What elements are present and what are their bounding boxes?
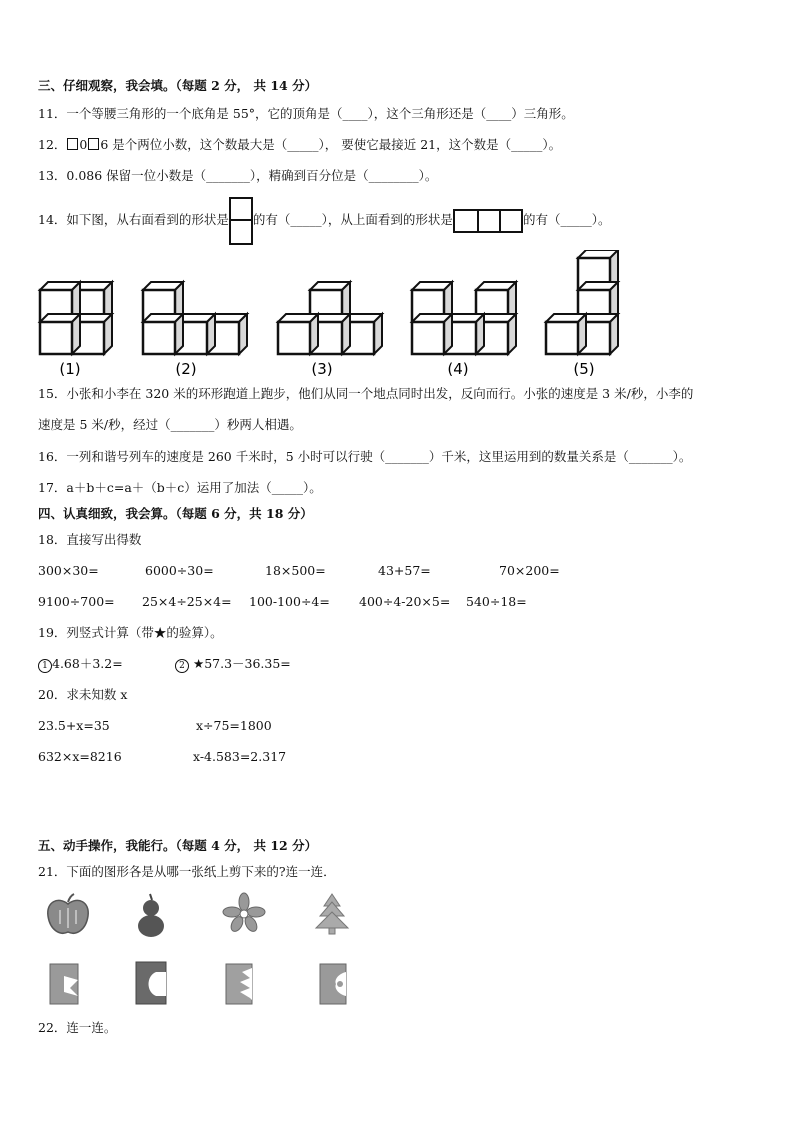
figure-label-2: (2) xyxy=(175,360,197,378)
q14-text-c: 的有（_____）。 xyxy=(522,212,611,227)
cutout-shapes xyxy=(30,888,430,1018)
figure-label-4: (4) xyxy=(447,360,469,378)
calc-5: 70×200= xyxy=(499,563,560,578)
question-22: 22．连一连。 xyxy=(38,1020,117,1035)
question-12 xyxy=(38,137,561,153)
section3-header: 三、仔细观察，我会填。（每题 2 分， 共 14 分） xyxy=(38,78,318,93)
question-18: 18．直接写出得数 xyxy=(38,532,142,547)
apple-shape-icon xyxy=(48,894,88,933)
vertical-two-squares-icon xyxy=(229,197,253,245)
equation-1: 23.5+x=35 xyxy=(38,718,110,733)
cube-front-face xyxy=(278,322,310,354)
calc-8: 100-100÷4= xyxy=(249,594,330,609)
cube-front-face xyxy=(143,322,175,354)
q19-expr-2 xyxy=(175,656,291,673)
question-17: 17．a＋b＋c=a＋（b＋c）运用了加法（_____）。 xyxy=(38,480,322,495)
calc-3: 18×500= xyxy=(265,563,326,578)
question-14 xyxy=(38,196,610,245)
calc-2: 6000÷30= xyxy=(145,563,214,578)
question-21: 21．下面的图形各是从哪一张纸上剪下来的?连一连． xyxy=(38,864,336,879)
calc-1: 300×30= xyxy=(38,563,99,578)
question-13: 13．0.086 保留一位小数是（_______），精确到百分位是（________）。 xyxy=(38,168,438,183)
cut-paper-2-icon xyxy=(136,962,166,1004)
cut-paper-1-icon xyxy=(50,964,78,1004)
three-squares-row-icon xyxy=(453,209,523,233)
section4-header: 四、认真细致，我会算。（每题 6 分，共 18 分） xyxy=(38,506,313,521)
cube-front-face xyxy=(546,322,578,354)
question-15-line1: 15．小张和小李在 320 米的环形跑道上跑步，他们从同一个地点同时出发，反向而行。小张的速度是 3 米/秒，小李的 xyxy=(38,386,694,401)
circle-number-1: 1 xyxy=(38,659,52,673)
blank-square xyxy=(67,138,78,150)
figure-label-3: (3) xyxy=(311,360,333,378)
question-16: 16．一列和谐号列车的速度是 260 千米时，5 小时可以行驶（_______）千米，这里运用到的数量关系是（_______）。 xyxy=(38,449,692,464)
q12-number: 12． xyxy=(38,137,67,152)
figure-label-1: (1) xyxy=(59,360,81,378)
question-20: 20．求未知数 x xyxy=(38,687,128,702)
calc-4: 43+57= xyxy=(378,563,431,578)
q19-expr-1-text: 4.68＋3.2= xyxy=(52,656,123,671)
question-11: 11．一个等腰三角形的一个底角是 55°，它的顶角是（____），这个三角形还是（____）三角形。 xyxy=(38,106,574,121)
calc-10: 540÷18= xyxy=(466,594,527,609)
question-15-line2: 速度是 5 米/秒，经过（_______）秒两人相遇。 xyxy=(38,417,302,432)
q12-text: 6 是个两位小数，这个数最大是（_____）， 要使它最接近 21，这个数是（_____）。 xyxy=(100,137,562,152)
calc-6: 9100÷700= xyxy=(38,594,115,609)
question-19: 19．列竖式计算（带★的验算）。 xyxy=(38,625,223,640)
equation-4: x-4.583=2.317 xyxy=(193,749,287,764)
calc-9: 400÷4-20×5= xyxy=(359,594,451,609)
flower-shape-icon xyxy=(223,893,265,933)
tree-shape-icon xyxy=(316,894,348,934)
q14-text-b: 的有（_____），从上面看到的形状是 xyxy=(252,212,453,227)
q19-expr-2-text: ★57.3－36.35= xyxy=(192,656,291,671)
cut-paper-4-icon xyxy=(320,964,346,1004)
q19-expr-1 xyxy=(38,656,123,673)
calc-7: 25×4÷25×4= xyxy=(142,594,232,609)
cube-front-face xyxy=(412,322,444,354)
circle-number-2: 2 xyxy=(175,659,189,673)
cut-paper-3-icon xyxy=(226,964,252,1004)
cube-figures xyxy=(0,250,794,380)
figure-label-5: (5) xyxy=(573,360,595,378)
blank-square xyxy=(88,138,99,150)
equation-3: 632×x=8216 xyxy=(38,749,122,764)
equation-2: x÷75=1800 xyxy=(196,718,272,733)
q12-digit: 0 xyxy=(79,137,88,152)
gourd-shape-icon xyxy=(138,894,164,937)
q14-text-a: 14．如下图，从右面看到的形状是 xyxy=(38,212,229,227)
section5-header: 五、动手操作，我能行。（每题 4 分， 共 12 分） xyxy=(38,838,318,853)
cube-front-face xyxy=(40,322,72,354)
